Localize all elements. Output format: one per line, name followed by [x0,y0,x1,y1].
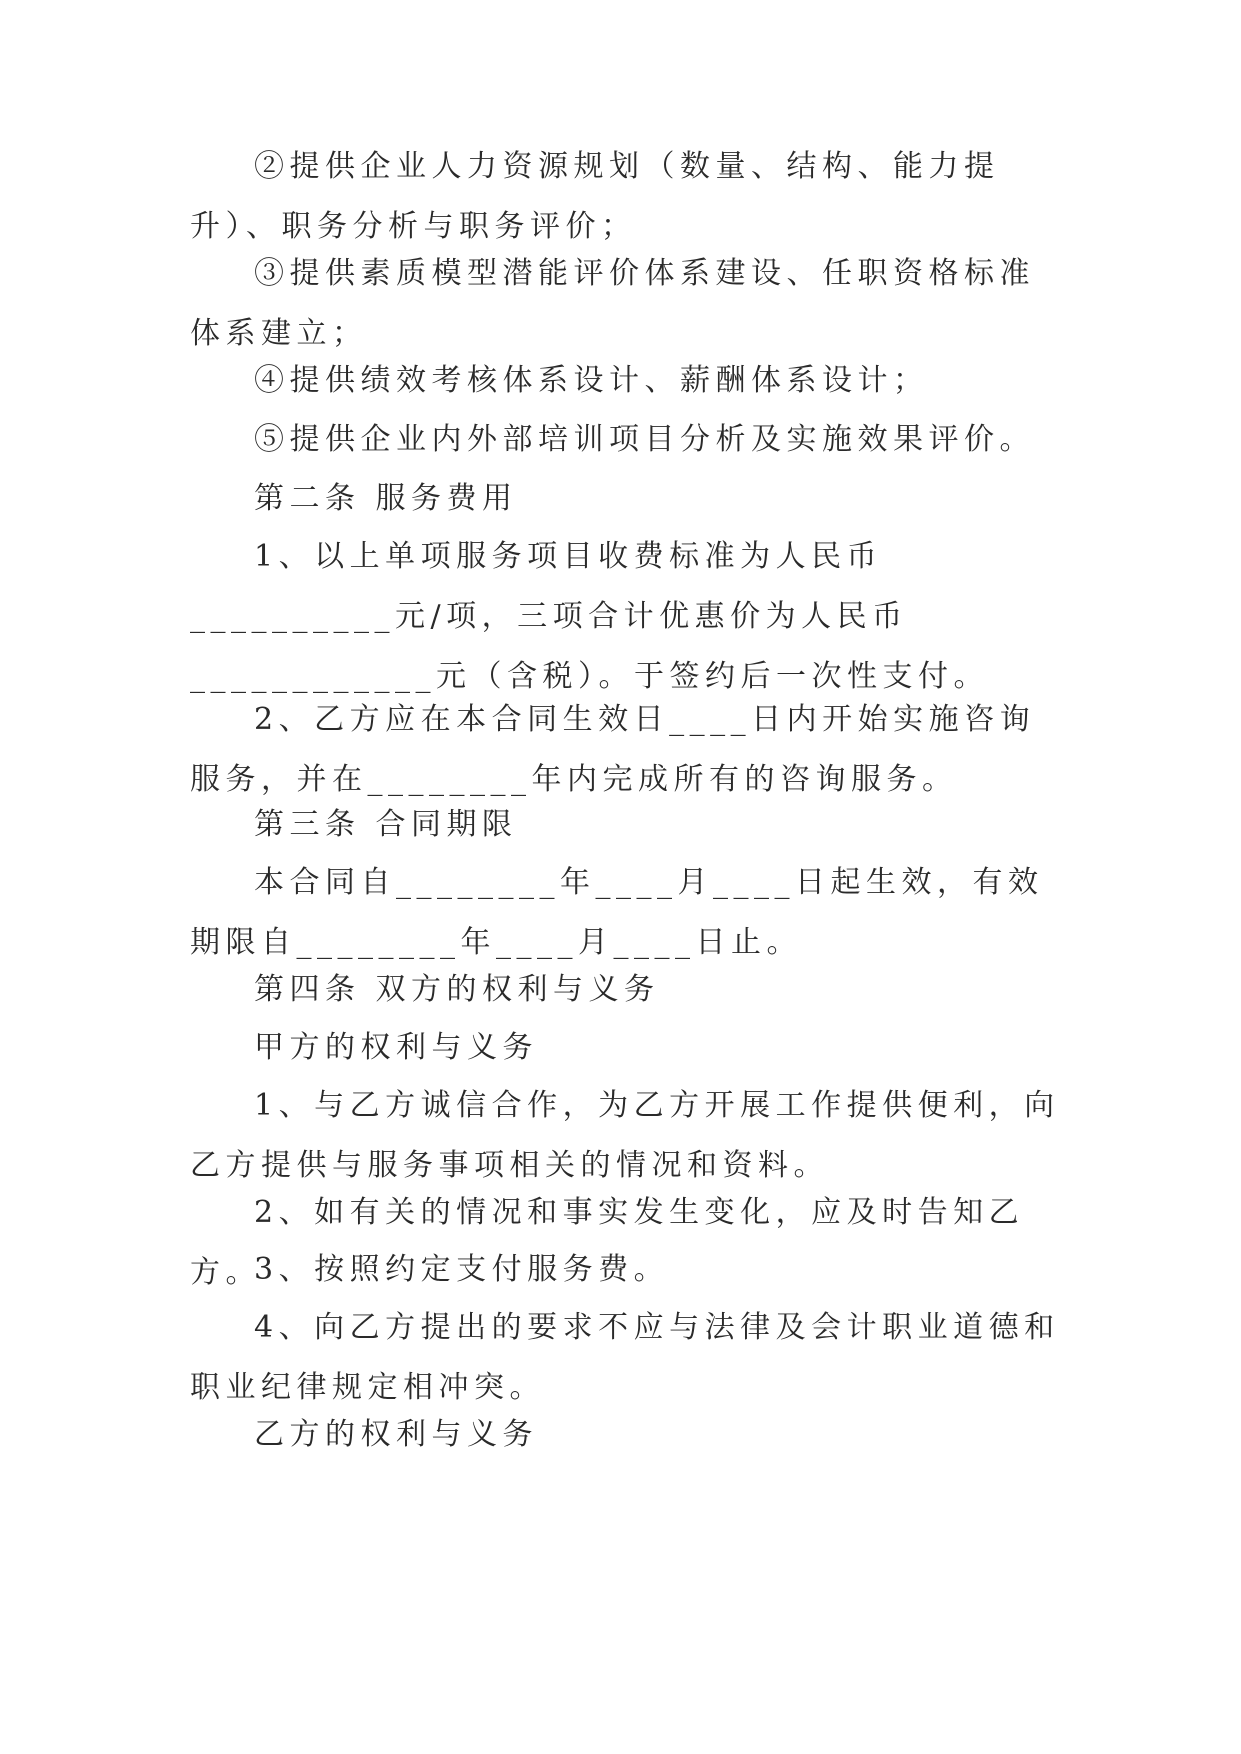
paragraph-competency-model: ③提供素质模型潜能评价体系建设、任职资格标准体系建立； [190,256,1035,351]
paragraph-hr-planning: ②提供企业人力资源规划（数量、结构、能力提升）、职务分析与职务评价； [190,149,1000,244]
paragraph-party-a-duty-4: 4、向乙方提出的要求不应与法律及会计职业道德和职业纪律规定相冲突。 [190,1310,1060,1405]
heading-article-4: 第四条 双方的权利与义务 [254,972,660,1007]
heading-article-2: 第二条 服务费用 [254,481,518,516]
paragraph-training-evaluation: ⑤提供企业内外部培训项目分析及实施效果评价。 [254,422,1035,457]
heading-article-3: 第三条 合同期限 [254,807,518,842]
paragraph-performance-design: ④提供绩效考核体系设计、薪酬体系设计； [254,363,929,398]
heading-party-a-rights: 甲方的权利与义务 [254,1030,538,1065]
paragraph-fee-standard: 1、以上单项服务项目收费标准为人民币__________元/项，三项合计优惠价为人民币____________元（含税）。于签约后一次性支付。 [190,539,989,694]
paragraph-party-a-duty-2: 2、如有关的情况和事实发生变化，应及时告知乙方。 [190,1195,1025,1290]
paragraph-party-a-duty-3: 3、按照约定支付服务费。 [254,1252,670,1287]
paragraph-service-start: 2、乙方应在本合同生效日____日内开始实施咨询服务，并在________年内完成所有的咨询服务。 [190,702,1036,797]
paragraph-party-a-duty-1: 1、与乙方诚信合作，为乙方开展工作提供便利，向乙方提供与服务事项相关的情况和资料。 [190,1088,1060,1183]
heading-party-b-rights: 乙方的权利与义务 [254,1417,538,1452]
paragraph-contract-term: 本合同自________年____月____日起生效，有效期限自________年____月____日止。 [190,865,1044,960]
